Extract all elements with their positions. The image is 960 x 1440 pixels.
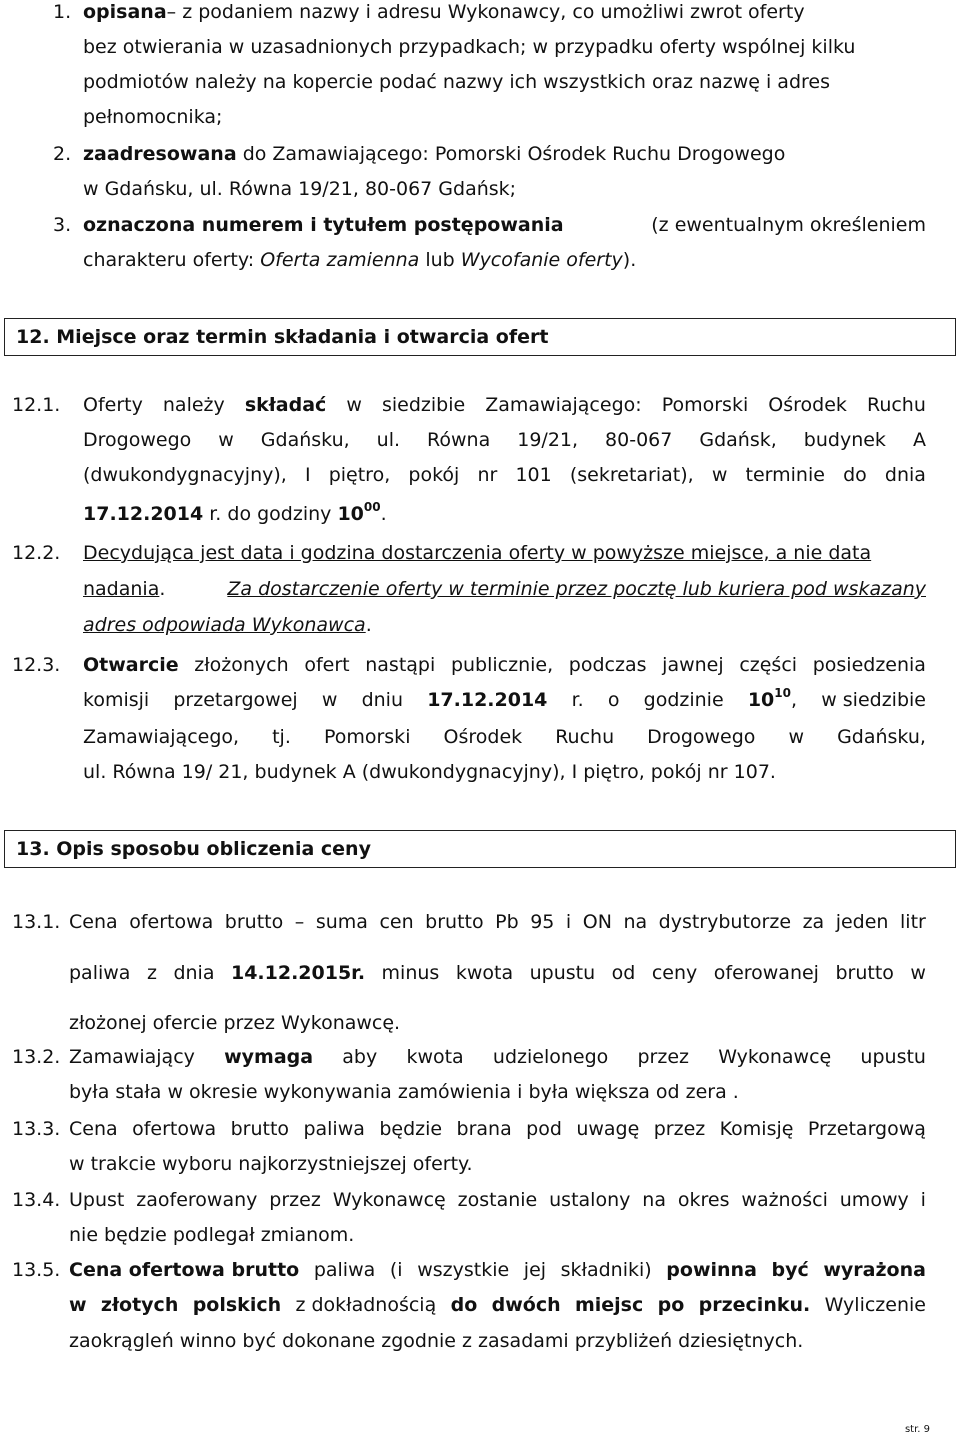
italic-text: Wycofanie oferty <box>460 249 623 271</box>
paragraph-line-3: zaokrągleń winno być dokonane zgodnie z zasadami przybliżeń dziesiętnych. <box>69 1330 804 1352</box>
page-number: str. 9 <box>904 1424 930 1435</box>
item-text-line-2: w Gdańsku, ul. Równa 19/21, 80-067 Gdańsk; <box>83 178 517 200</box>
list-item <box>83 213 926 237</box>
item-text-line-1: – z podaniem nazwy i adresu Wykonawcy, co umożliwi zwrot oferty <box>166 1 805 23</box>
section-heading-box <box>4 318 956 356</box>
bold-text: wymaga <box>224 1046 314 1068</box>
paragraph-line-1: Cena ofertowa brutto paliwa (i wszystkie jej składniki) powinna być wyrażona <box>69 1259 926 1281</box>
paragraph-line-2: komisji przetargowej w dniu 17.12.2014 r. o godzinie $10^{10}$, w siedzibie <box>83 686 926 711</box>
paragraph-line-3: (dwukondygnacyjny), I piętro, pokój nr 101 (sekretariat), w terminie do dnia <box>83 464 926 486</box>
paragraph-line-2: Drogowego w Gdańsku, ul. Równa 19/21, 80-067 Gdańsk, budynek A <box>83 429 926 451</box>
paragraph-line-1: Cena ofertowa brutto – suma cen brutto Pb 95 i ON na dystrybutorze za jeden litr <box>69 911 926 933</box>
paragraph-line-3: złożonej ofercie przez Wykonawcę. <box>69 1012 401 1034</box>
paragraph-line-2: w trakcie wyboru najkorzystniejszej oferty. <box>69 1153 473 1175</box>
paragraph-number: 13.1. <box>12 911 61 933</box>
paragraph-line-1: Upust zaoferowany przez Wykonawcę zostanie ustalony na okres ważności umowy i <box>69 1189 926 1211</box>
paragraph-line-2: nie będzie podlegał zmianom. <box>69 1224 355 1246</box>
item-text-line-1: (z ewentualnym określeniem <box>651 214 926 236</box>
minutes-sup: 10 <box>774 686 791 700</box>
paragraph-line-3: adres odpowiada Wykonawca. <box>83 614 372 636</box>
minutes-sup: 00 <box>363 500 381 514</box>
paragraph-line-1: Otwarcie złożonych ofert nastąpi publicznie, podczas jawnej części posiedzenia <box>83 654 926 676</box>
list-item <box>83 0 926 24</box>
bold-text: Cena ofertowa brutto <box>69 1259 300 1281</box>
paragraph-line-1: Zamawiający wymaga aby kwota udzielonego przez Wykonawcę upustu <box>69 1046 926 1068</box>
section-heading: 12. Miejsce oraz termin składania i otwarcia ofert <box>16 326 549 348</box>
paragraph-number: 13.5. <box>12 1259 61 1281</box>
paragraph-line-2: była stała w okresie wykonywania zamówienia i była większa od zera . <box>69 1081 739 1103</box>
date-bold: 17.12.2014 <box>83 503 204 525</box>
paragraph-line-1: Oferty należy składać w siedzibie Zamawiającego: Pomorski Ośrodek Ruchu <box>83 394 926 416</box>
paragraph-number: 13.3. <box>12 1118 61 1140</box>
paragraph-line-4: ul. Równa 19/ 21, budynek A (dwukondygnacyjny), I piętro, pokój nr 107. <box>83 761 776 783</box>
hour-bold: 10 <box>337 503 364 525</box>
date-bold: 14.12.2015r. <box>230 962 366 984</box>
paragraph-line-2: paliwa z dnia 14.12.2015r. minus kwota upustu od ceny oferowanej brutto w <box>69 962 926 984</box>
item-bold: oznaczona numerem i tytułem postępowania <box>83 214 564 236</box>
italic-text: Oferta zamienna <box>260 249 420 271</box>
date-bold: 17.12.2014 <box>427 689 548 711</box>
list-item <box>83 142 926 166</box>
hour-bold: 10 <box>747 689 775 711</box>
paragraph-line-2: nadania. Za dostarczenie oferty w terminie przez pocztę lub kuriera pod wskazany <box>83 578 926 600</box>
item-bold: zaadresowana <box>83 143 237 165</box>
item-text-line-2: bez otwierania w uzasadnionych przypadkach; w przypadku oferty wspólnej kilku <box>83 36 856 58</box>
paragraph-line-2: w złotych polskich z dokładnością do dwóch miejsc po przecinku. Wyliczenie <box>69 1294 926 1316</box>
item-text-line-4: pełnomocnika; <box>83 106 223 128</box>
list-item-number: 3. <box>53 214 72 236</box>
section-heading-box <box>4 830 956 868</box>
item-text-line-1: do Zamawiającego: Pomorski Ośrodek Ruchu Drogowego <box>236 143 786 165</box>
section-heading: 13. Opis sposobu obliczenia ceny <box>16 838 371 860</box>
paragraph-number: 12.1. <box>12 394 61 416</box>
item-text-line-2: charakteru oferty: Oferta zamienna lub Wycofanie oferty). <box>83 249 637 271</box>
paragraph-number: 13.2. <box>12 1046 61 1068</box>
bold-text: Otwarcie <box>83 654 179 676</box>
item-text-line-3: podmiotów należy na kopercie podać nazwy ich wszystkich oraz nazwę i adres <box>83 71 830 93</box>
paragraph-line-1: Cena ofertowa brutto paliwa będzie brana pod uwagę przez Komisję Przetargową <box>69 1118 926 1140</box>
list-item-number: 1. <box>53 1 72 23</box>
paragraph-number: 13.4. <box>12 1189 61 1211</box>
bold-text: składać <box>244 394 327 416</box>
paragraph-line-1: Decydująca jest data i godzina dostarczenia oferty w powyższe miejsce, a nie data <box>83 542 872 564</box>
item-bold: opisana <box>83 1 167 23</box>
paragraph-number: 12.3. <box>12 654 61 676</box>
paragraph-number: 12.2. <box>12 542 61 564</box>
paragraph-line-4: 17.12.2014 r. do godziny $10^{00}$. <box>83 500 387 525</box>
paragraph-line-3: Zamawiającego, tj. Pomorski Ośrodek Ruchu Drogowego w Gdańsku, <box>83 726 926 748</box>
list-item-number: 2. <box>53 143 72 165</box>
